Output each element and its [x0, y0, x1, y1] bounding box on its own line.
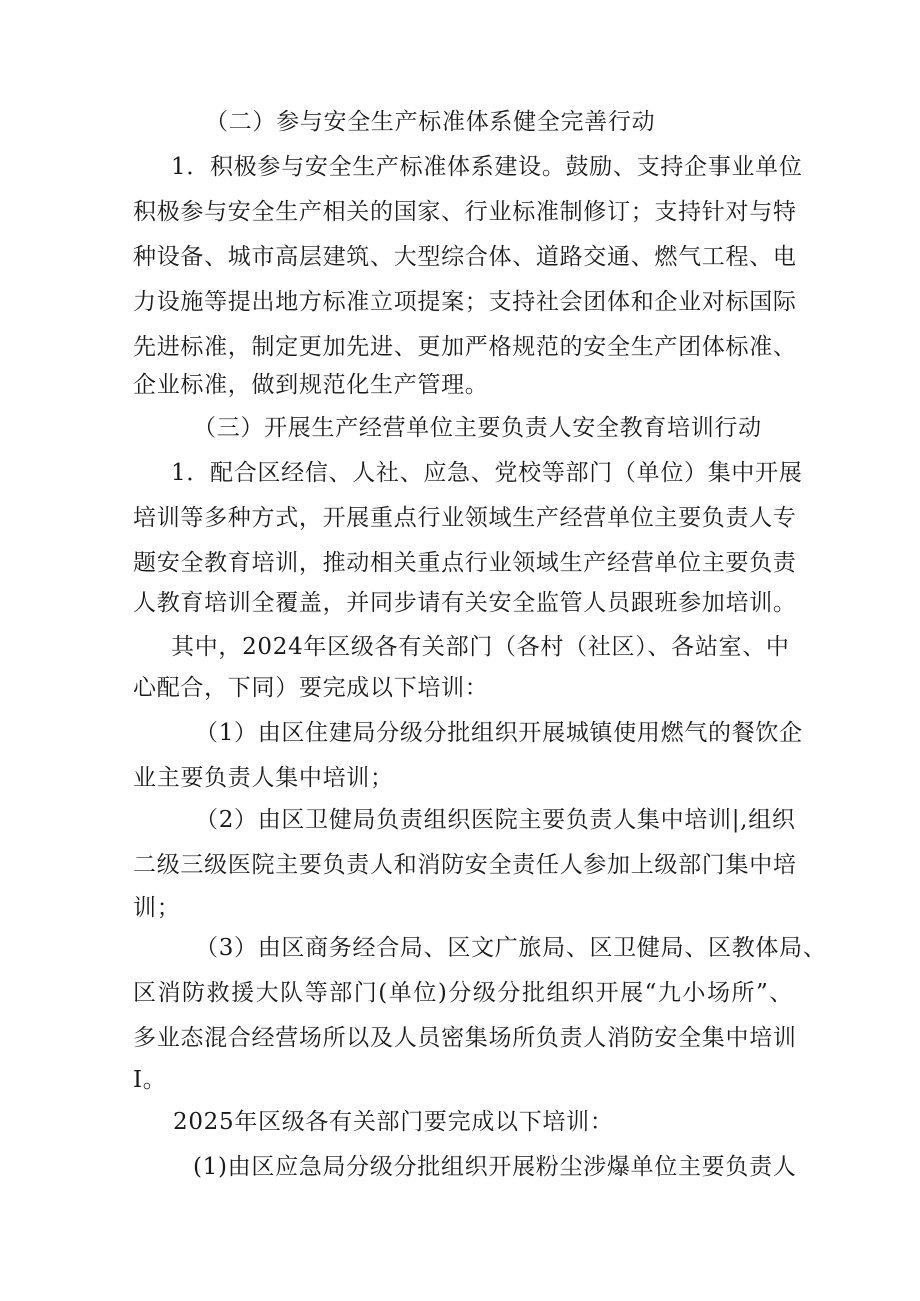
paragraph-line: 2025年区级各有关部门要完成以下培训： [173, 1109, 614, 1135]
paragraph-line: 人教育培训全覆盖，并同步请有关安全监管人员跟班参加培训。 [133, 590, 797, 616]
paragraph-line: 企业标准，做到规范化生产管理。 [133, 372, 489, 398]
list-item-line: （3）由区商务经合局、区文广旅局、区卫健局、区教体局、 [195, 935, 827, 961]
list-item-line: （1）由区住建局分级分批组织开展城镇使用燃气的餐饮企 [195, 720, 803, 746]
list-item-line: I。 [133, 1067, 167, 1093]
paragraph-line: 题安全教育培训，推动相关重点行业领域生产经营单位主要负责 [133, 550, 797, 576]
paragraph-line: 先进标准，制定更加先进、更加严格规范的安全生产团体标准、 [133, 334, 797, 360]
list-item-line: 二级三级医院主要负责人和消防安全责任人参加上级部门集中培 [133, 852, 797, 878]
paragraph-line: 积极参与安全生产相关的国家、行业标准制修订；支持针对与特 [133, 199, 797, 225]
list-item-line: 区消防救援大队等部门(单位)分级分批组织开展“九小场所”、 [133, 980, 793, 1006]
paragraph-line: 1．积极参与安全生产标准体系建设。鼓励、支持企事业单位 [171, 154, 803, 180]
list-item-line: 训； [133, 895, 181, 921]
list-item-line: 多业态混合经营场所以及人员密集场所负责人消防安全集中培训 [133, 1025, 797, 1051]
list-item-line: （2）由区卫健局负责组织医院主要负责人集中培训|,组织 [195, 807, 796, 833]
paragraph-line: 其中，2024年区级各有关部门（各村（社区）、各站室、中 [171, 634, 790, 660]
paragraph-line: 培训等多种方式，开展重点行业领域生产经营单位主要负责人专 [133, 505, 797, 531]
paragraph-line: 1．配合区经信、人社、应急、党校等部门（单位）集中开展 [171, 460, 803, 486]
list-item-line: (1)由区应急局分级分批组织开展粉尘涉爆单位主要负责人 [193, 1154, 797, 1180]
paragraph-line: 力设施等提出地方标准立项提案；支持社会团体和企业对标国际 [133, 289, 797, 315]
paragraph-line: 心配合，下同）要完成以下培训： [133, 675, 489, 701]
section-heading-2: （二）参与安全生产标准体系健全完善行动 [205, 109, 656, 135]
section-heading-3: （三）开展生产经营单位主要负责人安全教育培训行动 [193, 415, 762, 441]
list-item-line: 业主要负责人集中培训； [133, 765, 394, 791]
paragraph-line: 种设备、城市高层建筑、大型综合体、道路交通、燃气工程、电 [133, 244, 797, 270]
